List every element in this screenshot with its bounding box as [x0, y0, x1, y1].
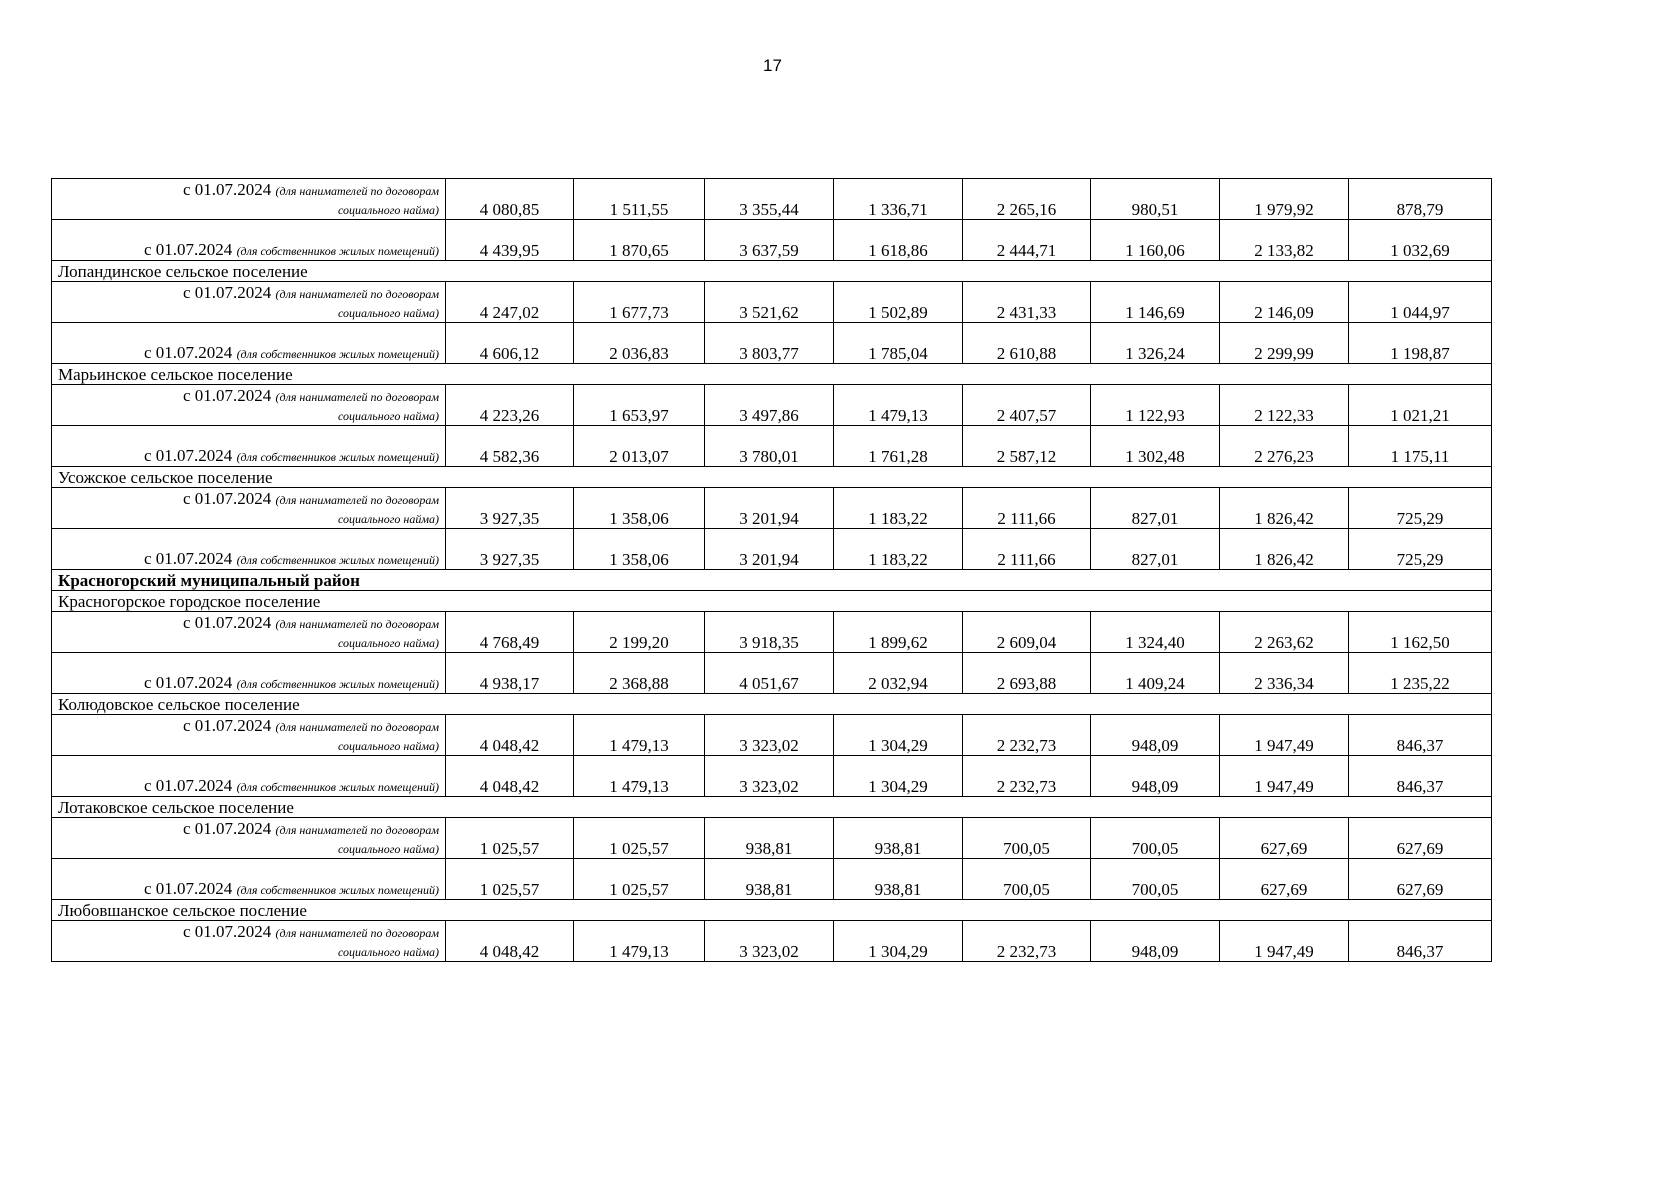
tenants-note: (для нанимателей по договорам	[275, 720, 439, 734]
settlement-header-row	[52, 261, 1492, 282]
tariff-value-cell: 1 479,13	[574, 715, 705, 756]
tariff-value-cell: 4 582,36	[446, 426, 574, 467]
tariff-value-cell: 627,69	[1349, 818, 1492, 859]
row-label	[52, 220, 446, 261]
tariff-value-cell: 3 355,44	[705, 179, 834, 220]
tariff-value-cell: 2 032,94	[834, 653, 963, 694]
tariff-value-cell: 2 232,73	[963, 921, 1091, 962]
tariff-value-cell: 4 048,42	[446, 756, 574, 797]
row-label	[52, 756, 446, 797]
tariff-value-cell: 3 323,02	[705, 715, 834, 756]
tariff-value-cell: 1 358,06	[574, 529, 705, 570]
settlement-header-row	[52, 694, 1492, 715]
tenants-note-cont: социального найма)	[338, 203, 439, 217]
tariff-value-cell: 1 618,86	[834, 220, 963, 261]
effective-date: с 01.07.2024	[183, 613, 272, 632]
settlement-name: Колюдовское сельское поселение	[52, 694, 1492, 715]
tariff-value-cell: 1 358,06	[574, 488, 705, 529]
owners-note: (для собственников жилых помещений)	[236, 780, 439, 794]
tenants-tariff-row	[52, 385, 1492, 426]
tariff-value-cell: 725,29	[1349, 529, 1492, 570]
tariff-value-cell: 2 232,73	[963, 756, 1091, 797]
tariff-value-cell: 3 497,86	[705, 385, 834, 426]
tariff-value-cell: 1 044,97	[1349, 282, 1492, 323]
tariff-value-cell: 2 587,12	[963, 426, 1091, 467]
row-label	[52, 715, 446, 756]
tariff-value-cell: 700,05	[963, 818, 1091, 859]
owners-tariff-row	[52, 426, 1492, 467]
tariff-value-cell: 1 479,13	[574, 756, 705, 797]
effective-date: с 01.07.2024	[183, 489, 272, 508]
tenants-note: (для нанимателей по договорам	[275, 617, 439, 631]
tariff-value-cell: 700,05	[963, 859, 1091, 900]
tenants-tariff-row	[52, 818, 1492, 859]
tariff-value-cell: 4 439,95	[446, 220, 574, 261]
tenants-note-cont: социального найма)	[338, 306, 439, 320]
effective-date: с 01.07.2024	[183, 180, 272, 199]
effective-date: с 01.07.2024	[183, 922, 272, 941]
tariff-value-cell: 700,05	[1091, 859, 1220, 900]
tariff-value-cell: 1 899,62	[834, 612, 963, 653]
owners-note: (для собственников жилых помещений)	[236, 347, 439, 361]
tariff-value-cell: 3 201,94	[705, 488, 834, 529]
tariff-value-cell: 1 025,57	[446, 818, 574, 859]
row-label	[52, 179, 446, 220]
tariff-value-cell: 3 803,77	[705, 323, 834, 364]
tariff-value-cell: 1 324,40	[1091, 612, 1220, 653]
row-label	[52, 859, 446, 900]
tariff-value-cell: 1 235,22	[1349, 653, 1492, 694]
tenants-note: (для нанимателей по договорам	[275, 390, 439, 404]
owners-note: (для собственников жилых помещений)	[236, 883, 439, 897]
row-label	[52, 385, 446, 426]
tenants-tariff-row	[52, 715, 1492, 756]
tariff-value-cell: 627,69	[1349, 859, 1492, 900]
tariff-value-cell: 1 336,71	[834, 179, 963, 220]
tariff-value-cell: 4 938,17	[446, 653, 574, 694]
owners-tariff-row	[52, 756, 1492, 797]
effective-date: с 01.07.2024	[183, 716, 272, 735]
tariff-value-cell: 1 025,57	[446, 859, 574, 900]
tariff-value-cell: 1 160,06	[1091, 220, 1220, 261]
tenants-tariff-row	[52, 488, 1492, 529]
tariff-value-cell: 1 409,24	[1091, 653, 1220, 694]
settlement-header-row	[52, 797, 1492, 818]
tariff-value-cell: 725,29	[1349, 488, 1492, 529]
tariff-value-cell: 1 511,55	[574, 179, 705, 220]
tariff-value-cell: 878,79	[1349, 179, 1492, 220]
tariff-value-cell: 1 122,93	[1091, 385, 1220, 426]
tariff-value-cell: 1 677,73	[574, 282, 705, 323]
tariff-value-cell: 1 870,65	[574, 220, 705, 261]
tariff-value-cell: 980,51	[1091, 179, 1220, 220]
tenants-tariff-row	[52, 282, 1492, 323]
tariff-value-cell: 4 768,49	[446, 612, 574, 653]
settlement-name: Любовшанское сельское послениe	[52, 900, 1492, 921]
row-label	[52, 426, 446, 467]
row-label	[52, 921, 446, 962]
tariff-value-cell: 3 780,01	[705, 426, 834, 467]
settlement-header-row	[52, 591, 1492, 612]
tariff-value-cell: 948,09	[1091, 921, 1220, 962]
tariff-value-cell: 1 947,49	[1220, 756, 1349, 797]
tariff-value-cell: 938,81	[705, 859, 834, 900]
tariff-value-cell: 1 653,97	[574, 385, 705, 426]
tariff-value-cell: 1 785,04	[834, 323, 963, 364]
owners-note: (для собственников жилых помещений)	[236, 244, 439, 258]
tariff-value-cell: 627,69	[1220, 859, 1349, 900]
tariff-value-cell: 3 323,02	[705, 921, 834, 962]
tenants-tariff-row	[52, 921, 1492, 962]
tariff-value-cell: 2 133,82	[1220, 220, 1349, 261]
effective-date: с 01.07.2024	[183, 819, 272, 838]
tariff-value-cell: 1 183,22	[834, 529, 963, 570]
effective-date: с 01.07.2024	[144, 549, 233, 568]
tariff-value-cell: 2 111,66	[963, 488, 1091, 529]
row-label	[52, 323, 446, 364]
tariff-value-cell: 2 431,33	[963, 282, 1091, 323]
tenants-note: (для нанимателей по договорам	[275, 823, 439, 837]
row-label	[52, 612, 446, 653]
tariff-value-cell: 3 918,35	[705, 612, 834, 653]
settlement-name: Усожское сельское поселение	[52, 467, 1492, 488]
tariff-value-cell: 4 051,67	[705, 653, 834, 694]
row-label	[52, 529, 446, 570]
effective-date: с 01.07.2024	[183, 386, 272, 405]
tariff-value-cell: 4 223,26	[446, 385, 574, 426]
settlement-name: Красногорское городское поселение	[52, 591, 1492, 612]
tariff-value-cell: 2 265,16	[963, 179, 1091, 220]
row-label	[52, 818, 446, 859]
district-name: Красногорский муниципальный район	[52, 570, 1492, 591]
tenants-note-cont: социального найма)	[338, 409, 439, 423]
tariff-value-cell: 1 326,24	[1091, 323, 1220, 364]
settlement-header-row	[52, 364, 1492, 385]
district-header-row	[52, 570, 1492, 591]
tariff-value-cell: 1 146,69	[1091, 282, 1220, 323]
tariff-value-cell: 3 201,94	[705, 529, 834, 570]
tenants-note: (для нанимателей по договорам	[275, 184, 439, 198]
settlement-name: Марьинское сельское поселение	[52, 364, 1492, 385]
tariff-value-cell: 3 927,35	[446, 529, 574, 570]
tariff-value-cell: 4 048,42	[446, 715, 574, 756]
effective-date: с 01.07.2024	[144, 343, 233, 362]
settlement-name: Лопандинское сельское поселение	[52, 261, 1492, 282]
tariff-table	[51, 178, 1492, 962]
tariff-value-cell: 1 304,29	[834, 715, 963, 756]
tariff-value-cell: 1 304,29	[834, 756, 963, 797]
effective-date: с 01.07.2024	[144, 240, 233, 259]
effective-date: с 01.07.2024	[183, 283, 272, 302]
tariff-value-cell: 3 927,35	[446, 488, 574, 529]
tenants-tariff-row	[52, 179, 1492, 220]
effective-date: с 01.07.2024	[144, 673, 233, 692]
tenants-note: (для нанимателей по договорам	[275, 926, 439, 940]
tariff-value-cell: 627,69	[1220, 818, 1349, 859]
tariff-value-cell: 1 025,57	[574, 859, 705, 900]
tariff-value-cell: 948,09	[1091, 756, 1220, 797]
settlement-header-row	[52, 900, 1492, 921]
tariff-value-cell: 4 048,42	[446, 921, 574, 962]
tenants-note: (для нанимателей по договорам	[275, 287, 439, 301]
tariff-value-cell: 2 122,33	[1220, 385, 1349, 426]
owners-tariff-row	[52, 323, 1492, 364]
row-label	[52, 488, 446, 529]
owners-note: (для собственников жилых помещений)	[236, 677, 439, 691]
tariff-value-cell: 846,37	[1349, 756, 1492, 797]
page-number: 17	[763, 56, 782, 75]
settlement-name: Лотаковское сельское поселение	[52, 797, 1492, 818]
tariff-value-cell: 2 263,62	[1220, 612, 1349, 653]
owners-tariff-row	[52, 859, 1492, 900]
tenants-note-cont: социального найма)	[338, 945, 439, 959]
effective-date: с 01.07.2024	[144, 879, 233, 898]
settlement-header-row	[52, 467, 1492, 488]
tariff-value-cell: 846,37	[1349, 921, 1492, 962]
tariff-value-cell: 1 162,50	[1349, 612, 1492, 653]
tariff-value-cell: 2 232,73	[963, 715, 1091, 756]
tariff-value-cell: 1 304,29	[834, 921, 963, 962]
tariff-value-cell: 1 979,92	[1220, 179, 1349, 220]
tariff-value-cell: 1 479,13	[834, 385, 963, 426]
tariff-value-cell: 1 826,42	[1220, 529, 1349, 570]
tariff-value-cell: 2 146,09	[1220, 282, 1349, 323]
tariff-value-cell: 1 947,49	[1220, 921, 1349, 962]
effective-date: с 01.07.2024	[144, 776, 233, 795]
tariff-value-cell: 2 111,66	[963, 529, 1091, 570]
tariff-value-cell: 1 032,69	[1349, 220, 1492, 261]
tariff-value-cell: 2 609,04	[963, 612, 1091, 653]
tenants-note-cont: социального найма)	[338, 512, 439, 526]
tariff-value-cell: 3 323,02	[705, 756, 834, 797]
tariff-value-cell: 1 021,21	[1349, 385, 1492, 426]
tariff-value-cell: 2 693,88	[963, 653, 1091, 694]
row-label	[52, 282, 446, 323]
tariff-value-cell: 2 407,57	[963, 385, 1091, 426]
tariff-value-cell: 948,09	[1091, 715, 1220, 756]
tariff-value-cell: 938,81	[705, 818, 834, 859]
tenants-note-cont: социального найма)	[338, 842, 439, 856]
tariff-value-cell: 2 610,88	[963, 323, 1091, 364]
tariff-value-cell: 827,01	[1091, 488, 1220, 529]
tariff-value-cell: 4 606,12	[446, 323, 574, 364]
tenants-note-cont: социального найма)	[338, 636, 439, 650]
tariff-value-cell: 2 036,83	[574, 323, 705, 364]
tariff-value-cell: 938,81	[834, 859, 963, 900]
tariff-value-cell: 2 336,34	[1220, 653, 1349, 694]
tariff-value-cell: 1 175,11	[1349, 426, 1492, 467]
owners-note: (для собственников жилых помещений)	[236, 553, 439, 567]
tariff-value-cell: 1 826,42	[1220, 488, 1349, 529]
tariff-value-cell: 3 521,62	[705, 282, 834, 323]
tariff-value-cell: 1 947,49	[1220, 715, 1349, 756]
owners-tariff-row	[52, 220, 1492, 261]
tariff-value-cell: 846,37	[1349, 715, 1492, 756]
tariff-value-cell: 3 637,59	[705, 220, 834, 261]
owners-note: (для собственников жилых помещений)	[236, 450, 439, 464]
tariff-value-cell: 938,81	[834, 818, 963, 859]
row-label	[52, 653, 446, 694]
tariff-value-cell: 2 276,23	[1220, 426, 1349, 467]
effective-date: с 01.07.2024	[144, 446, 233, 465]
tariff-value-cell: 1 302,48	[1091, 426, 1220, 467]
tariff-value-cell: 1 502,89	[834, 282, 963, 323]
tariff-value-cell: 1 761,28	[834, 426, 963, 467]
tariff-value-cell: 1 479,13	[574, 921, 705, 962]
tariff-value-cell: 2 444,71	[963, 220, 1091, 261]
tenants-note-cont: социального найма)	[338, 739, 439, 753]
tariff-value-cell: 2 299,99	[1220, 323, 1349, 364]
tariff-value-cell: 1 025,57	[574, 818, 705, 859]
tariff-value-cell: 1 198,87	[1349, 323, 1492, 364]
owners-tariff-row	[52, 529, 1492, 570]
tariff-value-cell: 2 013,07	[574, 426, 705, 467]
tenants-note: (для нанимателей по договорам	[275, 493, 439, 507]
owners-tariff-row	[52, 653, 1492, 694]
tariff-value-cell: 4 247,02	[446, 282, 574, 323]
tenants-tariff-row	[52, 612, 1492, 653]
tariff-value-cell: 1 183,22	[834, 488, 963, 529]
tariff-value-cell: 4 080,85	[446, 179, 574, 220]
tariff-value-cell: 827,01	[1091, 529, 1220, 570]
tariff-value-cell: 700,05	[1091, 818, 1220, 859]
tariff-value-cell: 2 199,20	[574, 612, 705, 653]
tariff-value-cell: 2 368,88	[574, 653, 705, 694]
